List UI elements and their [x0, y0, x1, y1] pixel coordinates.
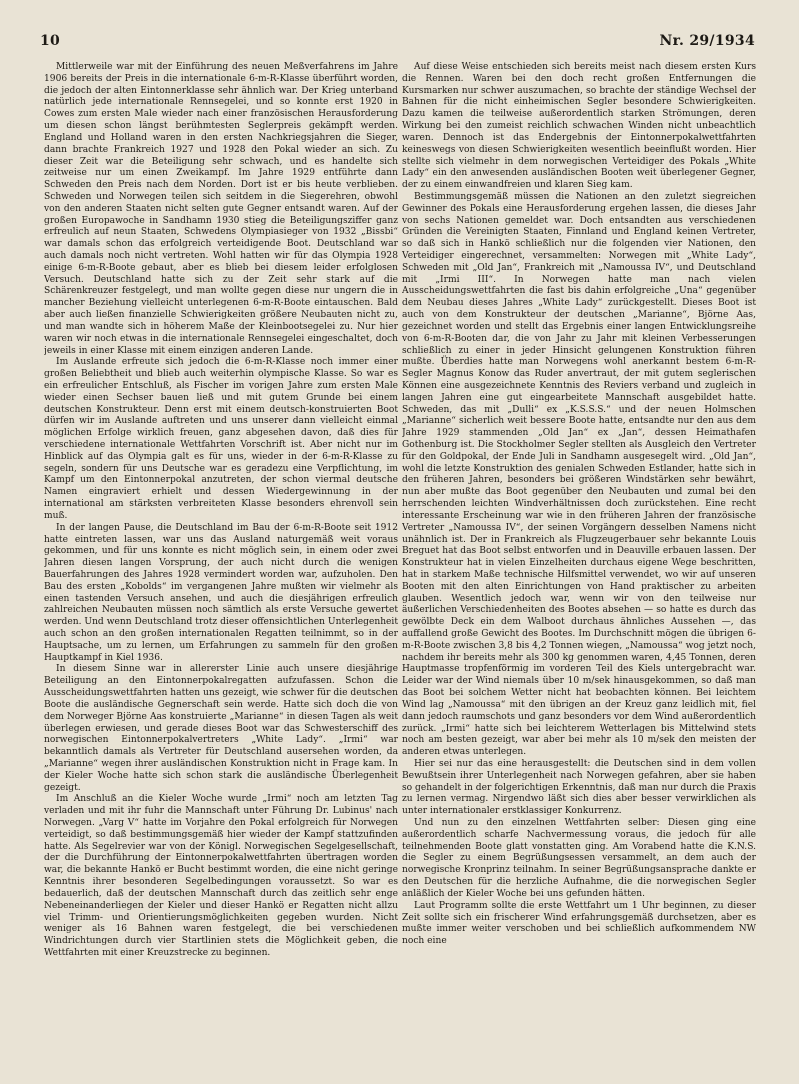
- paragraph: Und nun zu den einzelnen Wettfahrten selber: Diesen ging eine außerordentlich scharfe Nachvermessung voraus, die jedoch für alle teilnehmenden Boote glatt vonstatten ging. Am Vorabend hatte die K.N.S. die Segler zu einem Begrüßungsessen versammelt, an dem auch der norwegische Kronprinz teilnahm. In seiner Begrüßungsansprache dankte er den Deutschen für die herzliche Aufnahme, die die norwegischen Segler anläßlich der Kieler Woche bei uns gefunden hätten.: [402, 818, 756, 899]
- right-column: [402, 62, 756, 1072]
- paragraph: Auf diese Weise entschieden sich bereits meist nach diesem ersten Kurs die Rennen. Waren bei den doch recht großen Entfernungen die Kursmarken nur schwer auszumachen, so brachte der ständige Wechsel der Bahnen für die nicht einheimischen Segler besondere Schwierigkeiten. Dazu kamen die teilweise außerordentlich starken Strömungen, deren Wirkung bei den zumeist reichlich schwachen Winden nicht unbeachtlich waren. Dennoch ist das Endergebnis der Eintonnerpokalwettfahrten keineswegs von diesen Schwierigkeiten wesentlich beeinflußt worden. Hier stellte sich vielmehr in dem norwegischen Verteidiger des Pokals „White Lady“ ein den anwesenden ausländischen Booten weit überlegener Gegner, der zu einem einwandfreien und klaren Sieg kam.: [402, 62, 756, 191]
- paragraph: Hier sei nur das eine herausgestellt: die Deutschen sind in dem vollen Bewußtsein ihrer Unterlegenheit nach Norwegen gefahren, aber sie haben so gehandelt in der folgerichtigen Erkenntnis, daß man nur durch die Praxis zu lernen vermag. Nirgendwo läßt sich dies aber besser verwirklichen als unter internationaler erstklassiger Konkurrenz.: [402, 758, 756, 817]
- page-number: 10: [40, 33, 61, 49]
- paragraph: Im Anschluß an die Kieler Woche wurde „Irmi“ noch am letzten Tag verladen und mit ihr fuhr die Mannschaft unter Führung Dr. Lubinus' nach Norwegen. „Varg V“ hatte im Vorjahre den Pokal erfolgreich für Norwegen verteidigt, so daß bestimmungsgemäß hier wieder der Kampf stattzufinden hatte. Als Segelrevier war von der Königl. Norwegischen Segelgesellschaft, der die Durchführung der Eintonnerpokalwettfahrten übertragen worden war, die bekannte Hankö er Bucht bestimmt worden, die eine nicht geringe Kenntnis ihrer besonderen Segelbedingungen voraussetzt. So war es bedauerlich, daß der deutschen Mannschaft durch das zeitlich sehr enge Nebeneinanderliegen der Kieler und dieser Hankö er Regatten nicht allzu viel Trimm- und Orientierungsmöglichkeiten gegeben wurden. Nicht weniger als 16 Bahnen waren festgelegt, die bei verschiedenen Windrichtungen durch vier Startlinien stets die Möglichkeit geben, die Wettfahrten mit einer Kreuzstrecke zu beginnen.: [44, 794, 398, 958]
- paragraph: Mittlerweile war mit der Einführung des neuen Meßverfahrens im Jahre 1906 bereits der Preis in die internationale 6-m-R-Klasse überführt worden, die jedoch der alten Eintonnerklasse sehr ähnlich war. Der Krieg unterband natürlich jede internationale Rennsegelei, und so konnte erst 1920 in Cowes zum ersten Male wieder nach einer französischen Herausforderung um diesen schon längst berühmtesten Seglerpreis gekämpft werden. England und Holland waren in den ersten Nachkriegsjahren die Sieger, dann brachte Frankreich 1927 und 1928 den Pokal wieder an sich. Zu dieser Zeit war die Beteiligung sehr schwach, und es handelte sich zeitweise nur um einen Zweikampf. Im Jahre 1929 entführte dann Schweden den Preis nach dem Norden. Dort ist er bis heute verblieben. Schweden und Norwegen teilen sich seitdem in die Siegerehren, obwohl von den anderen Staaten nicht selten gute Gegner entsandt waren. Auf der großen Europawoche in Sandhamn 1930 stieg die Beteiligungsziffer ganz erfreulich auf neun Staaten, Schwedens Olympiasieger von 1932 „Bissbi“ war damals schon das erfolgreich verteidigende Boot. Deutschland war auch damals noch nicht vertreten. Wohl hatten wir für das Olympia 1928 einige 6-m-R-Boote gebaut, aber es blieb bei diesem leider erfolglosen Versuch. Deutschland hatte sich zu der Zeit sehr stark auf die Schärenkreuzer festgelegt, und man wollte gegen diese nur ungern die in mancher Beziehung vielleicht unterlegenen 6-m-R-Boote eintauschen. Bald aber auch ließen finanzielle Schwierigkeiten größere Neubauten nicht zu, und man wandte sich in höherem Maße der Kleinbootsegelei zu. Nur hier waren wir noch etwas in die internationale Rennsegelei eingeschaltet, doch jeweils in einer Klasse mit einem einzigen anderen Lande.: [44, 62, 398, 356]
- issue-number: Nr. 29/1934: [659, 33, 755, 49]
- paragraph: In diesem Sinne war in allererster Linie auch unsere diesjährige Beteiligung an den Eintonnerpokalregatten aufzufassen. Schon die Ausscheidungswettfahrten hatten uns gezeigt, wie schwer für die deutschen Boote die ausländische Gegnerschaft sein werde. Hatte sich doch die von dem Norweger Björne Aas konstruierte „Marianne“ in diesen Tagen als weit überlegen erwiesen, und gerade dieses Boot war das Schwesterschiff des norwegischen Eintonnerpokalvertreters „White Lady“. „Irmi“ war bekanntlich damals als Vertreter für Deutschland ausersehen worden, da „Marianne“ wegen ihrer ausländischen Konstruktion nicht in Frage kam. In der Kieler Woche hatte sich schon stark die ausländische Überlegenheit gezeigt.: [44, 664, 398, 793]
- paragraph: Im Auslande erfreute sich jedoch die 6-m-R-Klasse noch immer einer großen Beliebtheit und blieb auch weiterhin olympische Klasse. So war es ein erfreulicher Entschluß, als Fischer im vorigen Jahre zum ersten Male wieder einen Sechser bauen ließ und mit gutem Grunde bei einem deutschen Konstrukteur. Denn erst mit einem deutsch-konstruierten Boot dürfen wir im Auslande auftreten und uns unserer dann vielleicht einmal möglichen Erfolge wirklich freuen, ganz abgesehen davon, daß dies für verschiedene internationale Wettfahrten Vorschrift ist. Aber nicht nur im Hinblick auf das Olympia galt es für uns, wieder in der 6-m-R-Klasse zu segeln, sondern für uns Deutsche war es geradezu eine Verpflichtung, im Kampf um den Eintonnerpokal anzutreten, der schon viermal deutsche Namen eingraviert erhielt und dessen Wiedergewinnung in der international am stärksten verbreiteten Klasse besonders ehrenvoll sein muß.: [44, 357, 398, 521]
- paragraph: Bestimmungsgemäß müssen die Nationen an den zuletzt siegreichen Gewinner des Pokals eine Herausforderung ergehen lassen, die dieses Jahr von sechs Nationen gemeldet war. Doch entsandten aus verschiedenen Gründen die Vereinigten Staaten, Finnland und England keinen Vertreter, so daß sich in Hankö schließlich nur die folgenden vier Nationen, den Verteidiger eingerechnet, versammelten: Norwegen mit „White Lady“, Schweden mit „Old Jan“, Frankreich mit „Namoussa IV“, und Deutschland mit „Irmi III“. In Norwegen hatte man nach vielen Ausscheidungswettfahrten die fast bis dahin erfolgreiche „Una“ gegenüber dem Neubau dieses Jahres „White Lady“ zurückgestellt. Dieses Boot ist auch von dem Konstrukteur der deutschen „Marianne“, Björne Aas, gezeichnet worden und stellt das Ergebnis einer langen Entwicklungsreihe von 6-m-R-Booten dar, die von Jahr zu Jahr mit kleinen Verbesserungen schließlich zu einer in jeder Hinsicht gelungenen Konstruktion führen mußte. Überdies hatte man Norwegens wohl anerkannt bestem 6-m-R-Segler Magnus Konow das Ruder anvertraut, der mit gutem seglerischen Können eine ausgezeichnete Kenntnis des Reviers verband und zugleich in langen Jahren eine gut eingearbeitete Mannschaft ausgebildet hatte. Schweden, das mit „Dulli“ ex „K.S.S.S.“ und der neuen Holmschen „Marianne“ sicherlich weit bessere Boote hatte, entsandte nur den aus dem Jahre 1929 stammenden „Old Jan“ ex „Jan“, dessen Heimathafen Gothenburg ist. Die Stockholmer Segler stellten als Ausgleich den Vertreter für den Goldpokal, der Ende Juli in Sandhamn ausgesegelt wird. „Old Jan“, wohl die letzte Konstruktion des genialen Schweden Estlander, hatte sich in den früheren Jahren, besonders bei größeren Windstärken sehr bewährt, nun aber mußte das Boot gegenüber den Neubauten und zumal bei den herrschenden leichten Windverhältnissen doch zurückstehen. Eine recht interessante Erscheinung war wie in den früheren Jahren der französische Vertreter „Namoussa IV“, der seinen Vorgängern desselben Namens nicht unähnlich ist. Der in Frankreich als Flugzeugerbauer sehr bekannte Louis Breguet hat das Boot selbst entworfen und in Deauville erbauen lassen. Der Konstrukteur hat in vielen Einzelheiten durchaus eigene Wege beschritten, hat in starkem Maße technische Hilfsmittel verwendet, wo wir auf unseren Booten mit den alten Einrichtungen von Hand praktischer zu arbeiten glauben. Wesentlich jedoch war, wenn wir von den teilweise nur äußerlichen Verschiedenheiten des Bootes absehen — so hatte es durch das gewölbte Deck ein dem Walboot durchaus ähnliches Aussehen —, das auffallend große Gewicht des Bootes. Im Durchschnitt mögen die übrigen 6-m-R-Boote zwischen 3,8 bis 4,2 Tonnen wiegen, „Namoussa“ wog jetzt noch, nachdem ihr bereits mehr als 300 kg genommen waren, 4,45 Tonnen, deren Hauptmasse tropfenförmig im vorderen Teil des Kiels untergebracht war. Leider war der Wind niemals über 10 m/sek hinausgekommen, so daß man das Boot bei solchem Wetter nicht hat beobachten können. Bei leichtem Wind lag „Namoussa“ mit den übrigen an der Kreuz ganz leidlich mit, fiel dann jedoch raumschots und ganz besonders vor dem Wind außerordentlich zurück. „Irmi“ hatte sich bei leichterem Wetterlagen bis Mittelwind stets noch am besten gezeigt, war aber bei mehr als 10 m/sek den meisten der anderen etwas unterlegen.: [402, 191, 756, 758]
- paragraph: In der langen Pause, die Deutschland im Bau der 6-m-R-Boote seit 1912 hatte eintreten lassen, war uns das Ausland naturgemäß weit voraus gekommen, und für uns konnte es nicht möglich sein, in einem oder zwei Jahren diesen langen Vorsprung, der auch nicht durch die wenigen Bauerfahrungen des Jahres 1928 vermindert worden war, aufzuholen. Den Bau des ersten „Kobolds“ im vergangenen Jahre mußten wir vielmehr als einen tastenden Versuch ansehen, und auch die diesjährigen erfreulich zahlreichen Neubauten müssen noch sämtlich als erste Versuche gewertet werden. Und wenn Deutschland trotz dieser offensichtlichen Unterlegenheit auch schon an den großen internationalen Regatten teilnimmt, so in der Hauptsache, um zu lernen, um Erfahrungen zu sammeln für den großen Hauptkampf in Kiel 1936.: [44, 522, 398, 663]
- left-column: [44, 62, 398, 1072]
- paragraph: Laut Programm sollte die erste Wettfahrt um 1 Uhr beginnen, zu dieser Zeit sollte sich ein frischerer Wind erfahrungsgemäß durchsetzen, aber es mußte immer weiter verschoben und bei schließlich aufkommendem NW noch eine: [402, 900, 756, 947]
